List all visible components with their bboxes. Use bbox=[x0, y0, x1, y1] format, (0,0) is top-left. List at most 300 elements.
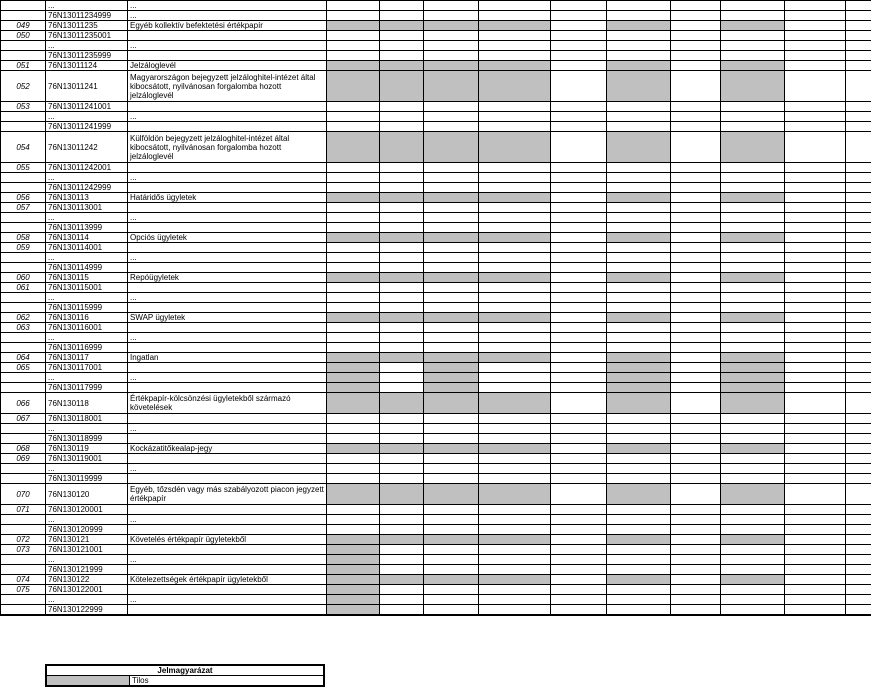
value-cell bbox=[846, 515, 871, 525]
row-number bbox=[1, 373, 46, 383]
value-cell bbox=[424, 173, 479, 183]
value-cell bbox=[785, 132, 846, 163]
value-cell bbox=[846, 373, 871, 383]
value-cell bbox=[551, 213, 607, 223]
value-cell bbox=[327, 11, 380, 21]
value-cell bbox=[671, 263, 721, 273]
row-description: Repóügyletek bbox=[128, 273, 327, 283]
table-row-main bbox=[1, 71, 871, 102]
value-cell bbox=[479, 383, 551, 393]
row-number: 062 bbox=[1, 313, 46, 323]
table-row bbox=[1, 163, 871, 173]
value-cell bbox=[551, 163, 607, 173]
table-row-main bbox=[1, 193, 871, 203]
value-cell bbox=[424, 31, 479, 41]
row-code: 76N130121001 bbox=[46, 545, 128, 555]
value-cell bbox=[327, 313, 380, 323]
value-cell bbox=[721, 434, 785, 444]
row-description: Kötelezettségek értékpapír ügyletekből bbox=[128, 575, 327, 585]
value-cell bbox=[785, 484, 846, 505]
value-cell bbox=[785, 535, 846, 545]
value-cell bbox=[785, 21, 846, 31]
value-cell bbox=[846, 383, 871, 393]
table-row bbox=[1, 223, 871, 233]
table-row bbox=[1, 595, 871, 605]
row-number: 072 bbox=[1, 535, 46, 545]
value-cell bbox=[479, 71, 551, 102]
row-code: 76N130118999 bbox=[46, 434, 128, 444]
value-cell bbox=[785, 223, 846, 233]
value-cell bbox=[551, 31, 607, 41]
value-cell bbox=[607, 545, 671, 555]
value-cell bbox=[607, 393, 671, 414]
table-row bbox=[1, 383, 871, 393]
value-cell bbox=[327, 61, 380, 71]
value-cell bbox=[380, 363, 424, 373]
table-row bbox=[1, 343, 871, 353]
value-cell bbox=[424, 383, 479, 393]
value-cell bbox=[479, 555, 551, 565]
value-cell bbox=[551, 203, 607, 213]
value-cell bbox=[785, 303, 846, 313]
value-cell bbox=[479, 535, 551, 545]
value-cell bbox=[380, 505, 424, 515]
value-cell bbox=[846, 41, 871, 51]
value-cell bbox=[721, 353, 785, 363]
value-cell bbox=[551, 484, 607, 505]
value-cell bbox=[721, 414, 785, 424]
row-code: 76N13011241 bbox=[46, 71, 128, 102]
value-cell bbox=[327, 484, 380, 505]
value-cell bbox=[785, 283, 846, 293]
row-description bbox=[128, 31, 327, 41]
row-number bbox=[1, 122, 46, 132]
value-cell bbox=[721, 313, 785, 323]
table-row bbox=[1, 414, 871, 424]
row-description: Ingatlan bbox=[128, 353, 327, 363]
value-cell bbox=[785, 213, 846, 223]
row-description bbox=[128, 343, 327, 353]
value-cell bbox=[551, 243, 607, 253]
table-row bbox=[1, 515, 871, 525]
value-cell bbox=[327, 565, 380, 575]
value-cell bbox=[607, 333, 671, 343]
value-cell bbox=[785, 505, 846, 515]
row-description bbox=[128, 474, 327, 484]
value-cell bbox=[671, 353, 721, 363]
row-code: 76N130113001 bbox=[46, 203, 128, 213]
value-cell bbox=[607, 263, 671, 273]
value-cell bbox=[846, 353, 871, 363]
value-cell bbox=[479, 102, 551, 112]
value-cell bbox=[551, 293, 607, 303]
value-cell bbox=[721, 41, 785, 51]
value-cell bbox=[380, 102, 424, 112]
row-code: 76N13011234999 bbox=[46, 11, 128, 21]
row-code: ... bbox=[46, 424, 128, 434]
value-cell bbox=[785, 595, 846, 605]
value-cell bbox=[380, 444, 424, 454]
value-cell bbox=[607, 71, 671, 102]
value-cell bbox=[607, 122, 671, 132]
value-cell bbox=[785, 373, 846, 383]
value-cell bbox=[327, 243, 380, 253]
value-cell bbox=[479, 203, 551, 213]
table-row-main bbox=[1, 353, 871, 363]
value-cell bbox=[671, 373, 721, 383]
value-cell bbox=[380, 213, 424, 223]
value-cell bbox=[721, 535, 785, 545]
row-number bbox=[1, 383, 46, 393]
value-cell bbox=[327, 454, 380, 464]
row-description bbox=[128, 585, 327, 595]
value-cell bbox=[380, 535, 424, 545]
value-cell bbox=[671, 102, 721, 112]
value-cell bbox=[424, 183, 479, 193]
value-cell bbox=[607, 474, 671, 484]
row-number: 070 bbox=[1, 484, 46, 505]
value-cell bbox=[846, 122, 871, 132]
value-cell bbox=[551, 555, 607, 565]
value-cell bbox=[424, 303, 479, 313]
row-description bbox=[128, 565, 327, 575]
value-cell bbox=[479, 545, 551, 555]
value-cell bbox=[380, 525, 424, 535]
row-code: 76N13011242001 bbox=[46, 163, 128, 173]
value-cell bbox=[671, 71, 721, 102]
row-number: 074 bbox=[1, 575, 46, 585]
value-cell bbox=[380, 565, 424, 575]
row-number: 053 bbox=[1, 102, 46, 112]
value-cell bbox=[607, 51, 671, 61]
value-cell bbox=[380, 183, 424, 193]
value-cell bbox=[380, 373, 424, 383]
row-code: 76N13011241999 bbox=[46, 122, 128, 132]
value-cell bbox=[327, 213, 380, 223]
value-cell bbox=[846, 393, 871, 414]
row-description: ... bbox=[128, 1, 327, 11]
row-number: 056 bbox=[1, 193, 46, 203]
value-cell bbox=[380, 173, 424, 183]
value-cell bbox=[846, 323, 871, 333]
value-cell bbox=[327, 474, 380, 484]
value-cell bbox=[607, 484, 671, 505]
row-code: ... bbox=[46, 173, 128, 183]
value-cell bbox=[380, 484, 424, 505]
value-cell bbox=[846, 545, 871, 555]
table-row-main bbox=[1, 484, 871, 505]
table-row-main bbox=[1, 393, 871, 414]
value-cell bbox=[846, 555, 871, 565]
value-cell bbox=[785, 263, 846, 273]
value-cell bbox=[846, 1, 871, 11]
value-cell bbox=[721, 343, 785, 353]
value-cell bbox=[479, 51, 551, 61]
value-cell bbox=[607, 203, 671, 213]
table-row bbox=[1, 31, 871, 41]
value-cell bbox=[846, 444, 871, 454]
value-cell bbox=[671, 122, 721, 132]
value-cell bbox=[327, 575, 380, 585]
value-cell bbox=[671, 132, 721, 163]
value-cell bbox=[671, 51, 721, 61]
table-row bbox=[1, 11, 871, 21]
value-cell bbox=[846, 333, 871, 343]
value-cell bbox=[327, 163, 380, 173]
value-cell bbox=[785, 464, 846, 474]
row-number bbox=[1, 112, 46, 122]
value-cell bbox=[785, 51, 846, 61]
value-cell bbox=[424, 41, 479, 51]
value-cell bbox=[380, 434, 424, 444]
value-cell bbox=[479, 484, 551, 505]
value-cell bbox=[671, 363, 721, 373]
row-description: Egyéb kollektív befektetési értékpapír bbox=[128, 21, 327, 31]
value-cell bbox=[785, 112, 846, 122]
value-cell bbox=[327, 183, 380, 193]
legend-table bbox=[45, 664, 325, 687]
value-cell bbox=[551, 545, 607, 555]
row-description: ... bbox=[128, 555, 327, 565]
row-description bbox=[128, 505, 327, 515]
row-code: 76N130118001 bbox=[46, 414, 128, 424]
value-cell bbox=[785, 203, 846, 213]
value-cell bbox=[551, 535, 607, 545]
value-cell bbox=[327, 293, 380, 303]
value-cell bbox=[846, 595, 871, 605]
row-description bbox=[128, 223, 327, 233]
row-number: 063 bbox=[1, 323, 46, 333]
value-cell bbox=[551, 353, 607, 363]
value-cell bbox=[380, 313, 424, 323]
row-description: ... bbox=[128, 333, 327, 343]
value-cell bbox=[785, 434, 846, 444]
value-cell bbox=[327, 333, 380, 343]
value-cell bbox=[551, 21, 607, 31]
value-cell bbox=[721, 505, 785, 515]
value-cell bbox=[671, 605, 721, 616]
value-cell bbox=[671, 333, 721, 343]
value-cell bbox=[785, 323, 846, 333]
value-cell bbox=[424, 474, 479, 484]
value-cell bbox=[671, 253, 721, 263]
value-cell bbox=[551, 515, 607, 525]
value-cell bbox=[479, 193, 551, 203]
value-cell bbox=[846, 31, 871, 41]
value-cell bbox=[327, 263, 380, 273]
row-code: ... bbox=[46, 595, 128, 605]
value-cell bbox=[785, 515, 846, 525]
value-cell bbox=[551, 424, 607, 434]
row-code: ... bbox=[46, 213, 128, 223]
value-cell bbox=[551, 183, 607, 193]
row-description: ... bbox=[128, 595, 327, 605]
value-cell bbox=[479, 444, 551, 454]
value-cell bbox=[380, 353, 424, 363]
value-cell bbox=[380, 545, 424, 555]
value-cell bbox=[380, 253, 424, 263]
row-number: 065 bbox=[1, 363, 46, 373]
row-description: ... bbox=[128, 11, 327, 21]
value-cell bbox=[607, 464, 671, 474]
row-number: 068 bbox=[1, 444, 46, 454]
value-cell bbox=[380, 383, 424, 393]
row-description bbox=[128, 434, 327, 444]
value-cell bbox=[424, 414, 479, 424]
value-cell bbox=[424, 263, 479, 273]
value-cell bbox=[671, 183, 721, 193]
value-cell bbox=[846, 233, 871, 243]
value-cell bbox=[479, 173, 551, 183]
value-cell bbox=[479, 31, 551, 41]
table-row bbox=[1, 41, 871, 51]
value-cell bbox=[327, 253, 380, 263]
table-row bbox=[1, 293, 871, 303]
value-cell bbox=[721, 193, 785, 203]
value-cell bbox=[846, 51, 871, 61]
value-cell bbox=[721, 112, 785, 122]
table-row bbox=[1, 464, 871, 474]
value-cell bbox=[785, 253, 846, 263]
table-row bbox=[1, 213, 871, 223]
value-cell bbox=[424, 605, 479, 616]
value-cell bbox=[846, 102, 871, 112]
row-description: ... bbox=[128, 253, 327, 263]
row-description bbox=[128, 283, 327, 293]
value-cell bbox=[424, 273, 479, 283]
row-number: 061 bbox=[1, 283, 46, 293]
value-cell bbox=[721, 525, 785, 535]
value-cell bbox=[380, 303, 424, 313]
value-cell bbox=[424, 213, 479, 223]
row-number: 055 bbox=[1, 163, 46, 173]
value-cell bbox=[551, 605, 607, 616]
value-cell bbox=[785, 383, 846, 393]
value-cell bbox=[380, 293, 424, 303]
row-description: ... bbox=[128, 293, 327, 303]
value-cell bbox=[721, 183, 785, 193]
value-cell bbox=[327, 283, 380, 293]
value-cell bbox=[380, 1, 424, 11]
value-cell bbox=[607, 173, 671, 183]
value-cell bbox=[380, 343, 424, 353]
value-cell bbox=[785, 414, 846, 424]
value-cell bbox=[479, 343, 551, 353]
value-cell bbox=[846, 434, 871, 444]
value-cell bbox=[607, 213, 671, 223]
row-number bbox=[1, 565, 46, 575]
row-description: ... bbox=[128, 424, 327, 434]
value-cell bbox=[846, 505, 871, 515]
value-cell bbox=[607, 434, 671, 444]
value-cell bbox=[479, 525, 551, 535]
value-cell bbox=[479, 373, 551, 383]
row-number bbox=[1, 303, 46, 313]
value-cell bbox=[607, 515, 671, 525]
row-code: ... bbox=[46, 515, 128, 525]
value-cell bbox=[721, 203, 785, 213]
row-code: 76N130122999 bbox=[46, 605, 128, 616]
value-cell bbox=[327, 1, 380, 11]
row-number bbox=[1, 173, 46, 183]
value-cell bbox=[380, 41, 424, 51]
value-cell bbox=[424, 11, 479, 21]
value-cell bbox=[551, 454, 607, 464]
value-cell bbox=[671, 454, 721, 464]
value-cell bbox=[551, 464, 607, 474]
row-code: 76N130119 bbox=[46, 444, 128, 454]
value-cell bbox=[327, 525, 380, 535]
value-cell bbox=[327, 535, 380, 545]
value-cell bbox=[671, 283, 721, 293]
value-cell bbox=[846, 21, 871, 31]
row-description bbox=[128, 243, 327, 253]
value-cell bbox=[551, 122, 607, 132]
value-cell bbox=[607, 132, 671, 163]
value-cell bbox=[424, 1, 479, 11]
value-cell bbox=[551, 11, 607, 21]
value-cell bbox=[721, 283, 785, 293]
value-cell bbox=[551, 333, 607, 343]
value-cell bbox=[846, 71, 871, 102]
value-cell bbox=[380, 393, 424, 414]
row-description: Egyéb, tőzsdén vagy más szabályozott piacon jegyzett értékpapír bbox=[128, 484, 327, 505]
value-cell bbox=[785, 313, 846, 323]
row-description: ... bbox=[128, 373, 327, 383]
value-cell bbox=[721, 454, 785, 464]
table-row-main bbox=[1, 313, 871, 323]
value-cell bbox=[721, 515, 785, 525]
value-cell bbox=[380, 585, 424, 595]
value-cell bbox=[785, 31, 846, 41]
value-cell bbox=[551, 505, 607, 515]
value-cell bbox=[607, 102, 671, 112]
value-cell bbox=[327, 41, 380, 51]
row-description: ... bbox=[128, 515, 327, 525]
value-cell bbox=[424, 565, 479, 575]
value-cell bbox=[671, 173, 721, 183]
row-description bbox=[128, 51, 327, 61]
row-description: Értékpapír-kölcsönzési ügyletekből származó követelések bbox=[128, 393, 327, 414]
value-cell bbox=[721, 132, 785, 163]
value-cell bbox=[785, 363, 846, 373]
value-cell bbox=[424, 464, 479, 474]
value-cell bbox=[785, 243, 846, 253]
value-cell bbox=[607, 253, 671, 263]
value-cell bbox=[785, 555, 846, 565]
value-cell bbox=[846, 183, 871, 193]
row-number bbox=[1, 213, 46, 223]
value-cell bbox=[846, 112, 871, 122]
value-cell bbox=[424, 283, 479, 293]
value-cell bbox=[479, 333, 551, 343]
row-code: 76N13011242999 bbox=[46, 183, 128, 193]
value-cell bbox=[380, 112, 424, 122]
value-cell bbox=[846, 203, 871, 213]
row-code: 76N130117 bbox=[46, 353, 128, 363]
value-cell bbox=[785, 333, 846, 343]
row-number: 054 bbox=[1, 132, 46, 163]
value-cell bbox=[846, 163, 871, 173]
value-cell bbox=[327, 393, 380, 414]
value-cell bbox=[380, 223, 424, 233]
value-cell bbox=[424, 163, 479, 173]
value-cell bbox=[671, 213, 721, 223]
value-cell bbox=[607, 605, 671, 616]
value-cell bbox=[479, 353, 551, 363]
value-cell bbox=[424, 454, 479, 464]
value-cell bbox=[327, 223, 380, 233]
